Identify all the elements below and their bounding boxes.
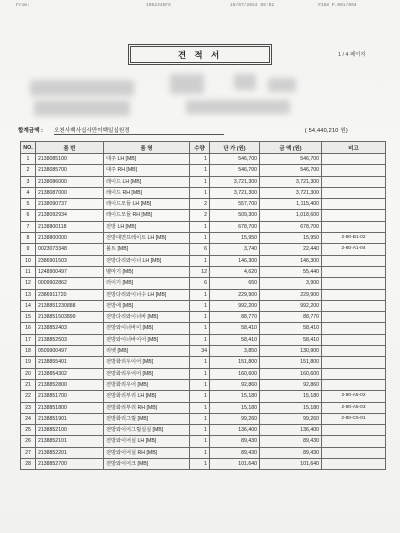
- cell-quantity: 1: [190, 368, 210, 379]
- cell-part-name: 전방와이너바이어 [MB]: [104, 334, 190, 345]
- cell-amount: 58,410: [260, 334, 322, 345]
- cell-part-name: 전방화리부리 RH [MB]: [104, 402, 190, 413]
- cell-part-name: 전방와이어실 RH [MB]: [104, 447, 190, 458]
- cell-quantity: 1: [190, 402, 210, 413]
- cell-part-number: 2138851901: [36, 413, 104, 424]
- cell-part-number: 2138087000: [36, 187, 104, 198]
- cell-part-number: 2138852700: [36, 459, 104, 470]
- cell-unit-price: 3,740: [210, 244, 260, 255]
- cell-unit-price: 58,410: [210, 334, 260, 345]
- total-amount-words: 오천사백사십사만이백일십원정: [54, 126, 224, 135]
- cell-unit-price: 546,700: [210, 154, 260, 165]
- cell-unit-price: 15,180: [210, 402, 260, 413]
- table-row: [21, 210, 386, 221]
- table-row: [21, 187, 386, 198]
- header-quantity: 수량: [190, 142, 210, 154]
- cell-part-number: 2138085100: [36, 154, 104, 165]
- cell-part-number: 2138800118: [36, 221, 104, 232]
- cell-quantity: 2: [190, 210, 210, 221]
- cell-no: 18: [21, 346, 36, 357]
- cell-note: [322, 300, 386, 311]
- cell-amount: 3,721,300: [260, 176, 322, 187]
- cell-unit-price: 3,721,300: [210, 187, 260, 198]
- table-row: [21, 289, 386, 300]
- cell-quantity: 1: [190, 425, 210, 436]
- cell-part-name: 리벳 [MB]: [104, 346, 190, 357]
- cell-amount: 229,900: [260, 289, 322, 300]
- cell-no: 2: [21, 165, 36, 176]
- cell-no: 8: [21, 233, 36, 244]
- table-row: [21, 244, 386, 255]
- total-amount-number: ( 54,440,210 원): [304, 128, 348, 134]
- cell-note: [322, 447, 386, 458]
- cell-amount: 89,430: [260, 447, 322, 458]
- cell-quantity: 1: [190, 447, 210, 458]
- cell-unit-price: 58,410: [210, 323, 260, 334]
- fax-header: [0, 3, 400, 11]
- cell-quantity: 1: [190, 221, 210, 232]
- quotation-table: [20, 141, 386, 470]
- cell-note: 2-80-A5-03: [322, 402, 386, 413]
- cell-note: [322, 176, 386, 187]
- cell-unit-price: 89,430: [210, 436, 260, 447]
- cell-quantity: 6: [190, 244, 210, 255]
- cell-quantity: 1: [190, 391, 210, 402]
- cell-unit-price: 101,640: [210, 459, 260, 470]
- cell-part-name: 전방대면프레이트 LH [MB]: [104, 233, 190, 244]
- cell-note: [322, 210, 386, 221]
- cell-part-name: 전방화리우이어 [MB]: [104, 357, 190, 368]
- cell-note: [322, 425, 386, 436]
- table-body: [21, 154, 386, 470]
- cell-note: [322, 459, 386, 470]
- cell-no: 16: [21, 323, 36, 334]
- cell-part-number: 2138851800: [36, 402, 104, 413]
- cell-no: 1: [21, 154, 36, 165]
- cell-note: [322, 312, 386, 323]
- cell-amount: 1,115,400: [260, 199, 322, 210]
- cell-part-number: 2138852100: [36, 425, 104, 436]
- cell-part-name: 러이기 [MB]: [104, 278, 190, 289]
- cell-no: 9: [21, 244, 36, 255]
- cell-unit-price: 15,180: [210, 391, 260, 402]
- redaction-blur: [186, 100, 290, 114]
- fax-datetime: 10/07/2024 09:02: [230, 3, 275, 8]
- cell-unit-price: 4,620: [210, 266, 260, 277]
- cell-note: [322, 289, 386, 300]
- cell-no: 3: [21, 176, 36, 187]
- table-row: [21, 379, 386, 390]
- cell-no: 11: [21, 266, 36, 277]
- cell-no: 21: [21, 379, 36, 390]
- table-row: [21, 368, 386, 379]
- cell-note: [322, 165, 386, 176]
- cell-part-name: 전방다리와이너바 [MB]: [104, 312, 190, 323]
- cell-note: [322, 154, 386, 165]
- header-no: NO.: [21, 142, 36, 154]
- header-amount: 금 액 (원): [260, 142, 322, 154]
- cell-unit-price: 15,950: [210, 233, 260, 244]
- cell-quantity: 6: [190, 278, 210, 289]
- table-row: [21, 436, 386, 447]
- table-row: [21, 402, 386, 413]
- cell-amount: 99,260: [260, 413, 322, 424]
- cell-note: [322, 255, 386, 266]
- cell-amount: 992,200: [260, 300, 322, 311]
- cell-unit-price: 160,600: [210, 368, 260, 379]
- cell-quantity: 1: [190, 165, 210, 176]
- cell-part-number: 2138854302: [36, 368, 104, 379]
- cell-amount: 15,180: [260, 402, 322, 413]
- cell-no: 4: [21, 187, 36, 198]
- cell-part-name: 전방와이너바이 [MB]: [104, 323, 190, 334]
- cell-no: 14: [21, 300, 36, 311]
- cell-amount: 146,300: [260, 255, 322, 266]
- cell-no: 13: [21, 289, 36, 300]
- cell-part-name: 전방와이어실 LH [MB]: [104, 436, 190, 447]
- cell-amount: 3,900: [260, 278, 322, 289]
- cell-note: [322, 334, 386, 345]
- cell-quantity: 1: [190, 154, 210, 165]
- cell-amount: 160,600: [260, 368, 322, 379]
- cell-note: [322, 221, 386, 232]
- cell-part-number: 2138852201: [36, 447, 104, 458]
- table-row: [21, 323, 386, 334]
- cell-part-number: 0509900497: [36, 346, 104, 357]
- cell-quantity: 34: [190, 346, 210, 357]
- cell-part-number: 2138090737: [36, 199, 104, 210]
- table-row: [21, 176, 386, 187]
- cell-amount: 130,900: [260, 346, 322, 357]
- cell-unit-price: 229,900: [210, 289, 260, 300]
- table-row: [21, 199, 386, 210]
- cell-quantity: 1: [190, 323, 210, 334]
- cell-unit-price: 146,300: [210, 255, 260, 266]
- cell-unit-price: 546,700: [210, 165, 260, 176]
- cell-part-name: 대주 RH [MB]: [104, 165, 190, 176]
- cell-part-name: 전방화리우어 [MB]: [104, 379, 190, 390]
- cell-no: 15: [21, 312, 36, 323]
- cell-part-name: 전방화리그릴 [MB]: [104, 413, 190, 424]
- cell-part-number: 2138852403: [36, 323, 104, 334]
- header-unit-price: 단 가 (원): [210, 142, 260, 154]
- cell-part-number: 2138851503899: [36, 312, 104, 323]
- document-title: 견 적 서: [128, 44, 272, 65]
- cell-quantity: 1: [190, 459, 210, 470]
- cell-unit-price: 151,800: [210, 357, 260, 368]
- redaction-blur: [34, 100, 130, 116]
- cell-part-number: 2138085700: [36, 165, 104, 176]
- cell-part-name: 전방에 [MB]: [104, 300, 190, 311]
- cell-amount: 101,640: [260, 459, 322, 470]
- cell-part-number: 2386901503: [36, 255, 104, 266]
- cell-amount: 1,018,600: [260, 210, 322, 221]
- cell-unit-price: 88,770: [210, 312, 260, 323]
- cell-part-number: 2386911720: [36, 289, 104, 300]
- redaction-blur: [268, 78, 296, 92]
- cell-no: 19: [21, 357, 36, 368]
- table-header-row: [21, 142, 386, 154]
- cell-amount: 22,440: [260, 244, 322, 255]
- cell-unit-price: 99,260: [210, 413, 260, 424]
- cell-amount: 546,700: [260, 165, 322, 176]
- cell-part-number: 0023073348: [36, 244, 104, 255]
- table-row: [21, 255, 386, 266]
- cell-amount: 89,430: [260, 436, 322, 447]
- fax-id: 1052345FS: [146, 3, 171, 8]
- cell-no: 5: [21, 199, 36, 210]
- cell-part-name: 전방 LH [MB]: [104, 221, 190, 232]
- cell-note: 2-80-A5-02: [322, 391, 386, 402]
- cell-quantity: 12: [190, 266, 210, 277]
- cell-part-name: 전방와이어그릴실실 [MB]: [104, 425, 190, 436]
- header-part-number: 품 번: [36, 142, 104, 154]
- redaction-blur: [170, 74, 204, 94]
- table-row: [21, 221, 386, 232]
- total-label: 합계금액 :: [18, 128, 44, 134]
- cell-note: [322, 368, 386, 379]
- table-row: [21, 346, 386, 357]
- fax-from: From:: [16, 3, 30, 8]
- table-row: [21, 300, 386, 311]
- cell-part-number: 2138855401: [36, 357, 104, 368]
- cell-unit-price: 92,860: [210, 379, 260, 390]
- cell-part-number: 2138852503: [36, 334, 104, 345]
- cell-unit-price: 89,430: [210, 447, 260, 458]
- cell-part-number: 2138092934: [36, 210, 104, 221]
- cell-amount: 3,721,300: [260, 187, 322, 198]
- cell-amount: 15,950: [260, 233, 322, 244]
- cell-amount: 92,860: [260, 379, 322, 390]
- cell-quantity: 1: [190, 255, 210, 266]
- table-row: [21, 425, 386, 436]
- cell-note: [322, 357, 386, 368]
- cell-amount: 136,400: [260, 425, 322, 436]
- cell-note: [322, 346, 386, 357]
- cell-unit-price: 678,700: [210, 221, 260, 232]
- cell-quantity: 1: [190, 413, 210, 424]
- cell-part-number: 2138852101: [36, 436, 104, 447]
- cell-part-name: 전방다리와이너 LH [MB]: [104, 255, 190, 266]
- cell-note: [322, 436, 386, 447]
- cell-part-name: 대주 LH [MB]: [104, 154, 190, 165]
- cell-unit-price: 3,850: [210, 346, 260, 357]
- cell-no: 23: [21, 402, 36, 413]
- header-note: 비고: [322, 142, 386, 154]
- cell-unit-price: 3,721,300: [210, 176, 260, 187]
- cell-unit-price: 557,700: [210, 199, 260, 210]
- cell-quantity: 1: [190, 357, 210, 368]
- cell-unit-price: 650: [210, 278, 260, 289]
- cell-part-number: 2138800000: [36, 233, 104, 244]
- cell-quantity: 1: [190, 379, 210, 390]
- cell-part-number: 1248900497: [36, 266, 104, 277]
- cell-quantity: 1: [190, 187, 210, 198]
- header-part-name: 품 명: [104, 142, 190, 154]
- cell-part-number: 2138851230888: [36, 300, 104, 311]
- cell-no: 22: [21, 391, 36, 402]
- cell-amount: 678,700: [260, 221, 322, 232]
- cell-quantity: 1: [190, 334, 210, 345]
- cell-no: 12: [21, 278, 36, 289]
- cell-no: 24: [21, 413, 36, 424]
- redaction-blur: [234, 74, 256, 90]
- cell-amount: 55,440: [260, 266, 322, 277]
- cell-no: 7: [21, 221, 36, 232]
- cell-part-name: 레이드 RH [MB]: [104, 187, 190, 198]
- cell-no: 17: [21, 334, 36, 345]
- cell-part-number: 0009902862: [36, 278, 104, 289]
- cell-no: 26: [21, 436, 36, 447]
- table-row: [21, 266, 386, 277]
- cell-note: [322, 323, 386, 334]
- cell-no: 10: [21, 255, 36, 266]
- cell-part-name: 전방화리우어어 [MB]: [104, 368, 190, 379]
- table-row: [21, 312, 386, 323]
- cell-no: 25: [21, 425, 36, 436]
- cell-part-name: 벨마기 [MB]: [104, 266, 190, 277]
- cell-part-name: 전방다리와이너수 LH [MB]: [104, 289, 190, 300]
- cell-quantity: 2: [190, 199, 210, 210]
- cell-amount: 151,800: [260, 357, 322, 368]
- cell-unit-price: 136,400: [210, 425, 260, 436]
- cell-part-name: 레이드모듈 LH [MB]: [104, 199, 190, 210]
- cell-quantity: 1: [190, 233, 210, 244]
- page-indicator: 1 / 4 페이지: [338, 52, 366, 58]
- table-row: [21, 154, 386, 165]
- table-row: [21, 357, 386, 368]
- cell-part-name: 레이드 LH [MB]: [104, 176, 190, 187]
- cell-note: [322, 278, 386, 289]
- cell-note: [322, 187, 386, 198]
- table-row: [21, 278, 386, 289]
- cell-note: 2-80-B1-02: [322, 233, 386, 244]
- cell-unit-price: 509,300: [210, 210, 260, 221]
- cell-part-number: 2138086000: [36, 176, 104, 187]
- cell-note: [322, 199, 386, 210]
- cell-amount: 88,770: [260, 312, 322, 323]
- table-row: [21, 413, 386, 424]
- cell-part-name: 볼트 [MB]: [104, 244, 190, 255]
- cell-note: 2-80-A1-04: [322, 244, 386, 255]
- table-row: [21, 391, 386, 402]
- table-row: [21, 165, 386, 176]
- cell-quantity: 1: [190, 312, 210, 323]
- cell-quantity: 1: [190, 176, 210, 187]
- table-row: [21, 447, 386, 458]
- cell-amount: 546,700: [260, 154, 322, 165]
- fax-page-number: #188 P.001/004: [318, 3, 357, 8]
- cell-unit-price: 992,200: [210, 300, 260, 311]
- redaction-blur: [30, 80, 134, 96]
- cell-no: 6: [21, 210, 36, 221]
- cell-note: [322, 266, 386, 277]
- table-row: [21, 334, 386, 345]
- total-amount-line: [18, 126, 385, 135]
- cell-part-name: 전방화리부리 LH [MB]: [104, 391, 190, 402]
- cell-quantity: 1: [190, 289, 210, 300]
- cell-no: 20: [21, 368, 36, 379]
- cell-part-name: 레이드모듈 RH [MB]: [104, 210, 190, 221]
- cell-quantity: 1: [190, 300, 210, 311]
- cell-quantity: 1: [190, 436, 210, 447]
- cell-amount: 15,180: [260, 391, 322, 402]
- cell-part-name: 전방와이어크 [MB]: [104, 459, 190, 470]
- cell-note: [322, 379, 386, 390]
- cell-amount: 58,410: [260, 323, 322, 334]
- table-row: [21, 459, 386, 470]
- table-row: [21, 233, 386, 244]
- cell-note: 2-80-C5-01: [322, 413, 386, 424]
- cell-part-number: 2138852800: [36, 379, 104, 390]
- cell-no: 27: [21, 447, 36, 458]
- cell-no: 28: [21, 459, 36, 470]
- cell-part-number: 2138851700: [36, 391, 104, 402]
